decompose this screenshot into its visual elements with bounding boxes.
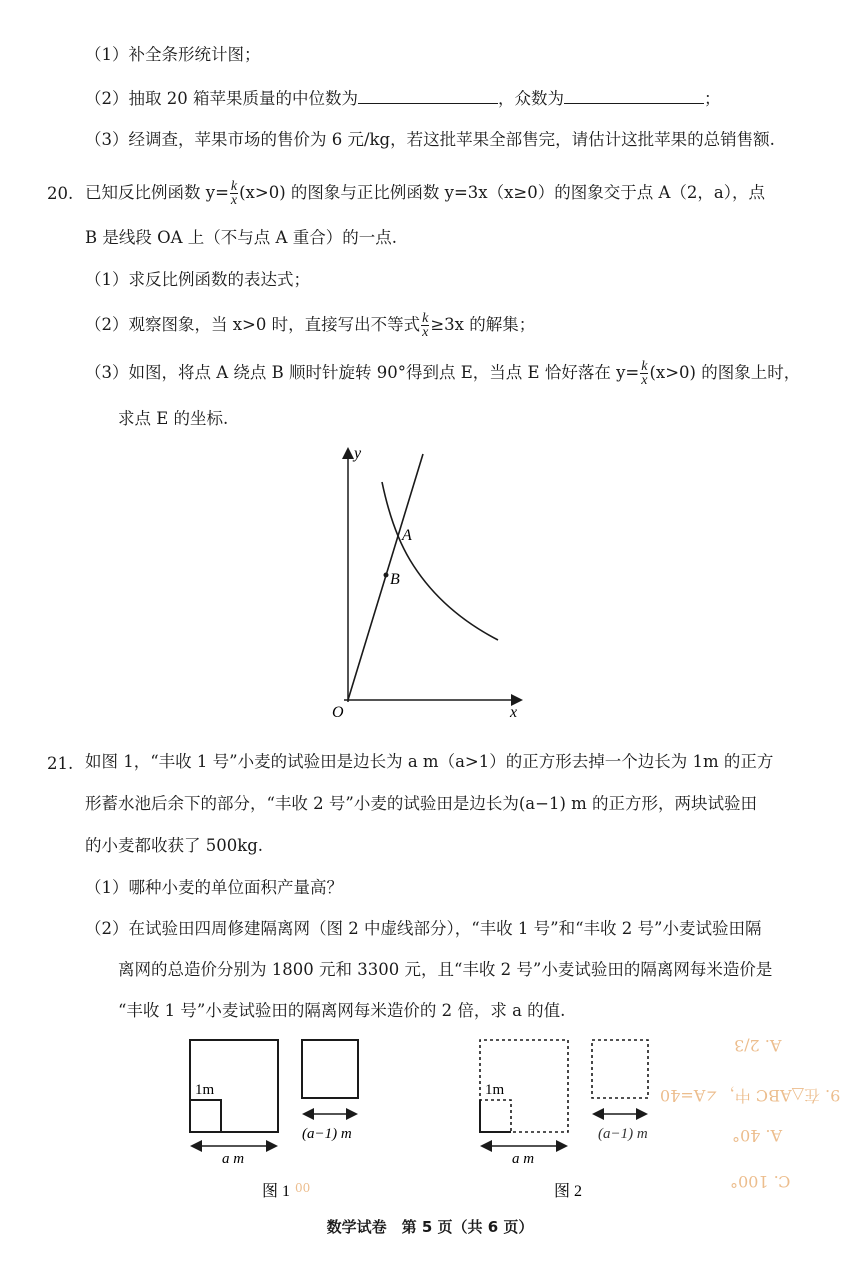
bleed-text-1: A. 2/3 bbox=[734, 1036, 782, 1055]
x-axis-label: x bbox=[510, 704, 518, 721]
frac-num: k bbox=[422, 311, 429, 326]
hyperbola-curve bbox=[382, 482, 498, 640]
pond-edge-solid bbox=[480, 1100, 511, 1132]
q20-number: 20. bbox=[47, 184, 74, 203]
q20-part3 bbox=[85, 360, 800, 387]
frac-den: x bbox=[422, 325, 429, 340]
q20-part3-line2: 求点 E 的坐标. bbox=[118, 409, 229, 428]
bleed-text-2: 9. 在△ABC 中，∠A=40 bbox=[660, 1086, 841, 1105]
q21-part1: （1）哪种小麦的单位面积产量高？ bbox=[85, 878, 343, 897]
label-a-minus-1-m: (a−1) m bbox=[598, 1126, 648, 1142]
frac-den: x bbox=[641, 373, 648, 388]
bleed-text-4: C. 100° bbox=[730, 1172, 791, 1191]
point-B-dot bbox=[384, 573, 389, 578]
mode-blank bbox=[564, 87, 704, 104]
q21-number: 21. bbox=[47, 754, 74, 773]
q21-part2-line3: “丰收 1 号”小麦试验田的隔离网每米造价的 2 倍，求 a 的值. bbox=[118, 1001, 566, 1020]
q19-part1: （1）补全条形统计图； bbox=[85, 45, 261, 64]
fraction-k-over-x bbox=[421, 312, 429, 339]
label-1m: 1m bbox=[195, 1082, 215, 1098]
q20-part2-a: （2）观察图象，当 x>0 时，直接写出不等式 bbox=[85, 315, 421, 334]
q20-line1-b: (x>0) 的图象与正比例函数 y=3x（x≥0）的图象交于点 A（2，a），点 bbox=[239, 183, 765, 202]
label-1m: 1m bbox=[485, 1082, 505, 1098]
q19-part3: （3）经调查，苹果市场的售价为 6 元/kg，若这批苹果全部售完，请估计这批苹果的总销售额. bbox=[85, 130, 775, 149]
function-graph bbox=[320, 440, 540, 725]
q20-part2-b: ≥3x 的解集； bbox=[430, 315, 536, 334]
q20-line2: B 是线段 OA 上（不与点 A 重合）的一点. bbox=[85, 228, 397, 247]
q20-part1: （1）求反比例函数的表达式； bbox=[85, 270, 310, 289]
figure-2-caption: 图 2 bbox=[554, 1183, 583, 1200]
origin-label: O bbox=[332, 704, 344, 721]
q19-part2-text-c: ； bbox=[703, 89, 721, 108]
page-footer: 数学试卷 第 5 页（共 6 页） bbox=[326, 1218, 534, 1236]
q20-line1 bbox=[85, 180, 765, 207]
point-B-label: B bbox=[390, 571, 400, 588]
bleed-text-5: 00 bbox=[295, 1180, 311, 1194]
figure-1-caption: 图 1 bbox=[262, 1183, 291, 1200]
q19-part2-text-a: （2）抽取 20 箱苹果质量的中位数为 bbox=[85, 89, 358, 108]
q19-part2 bbox=[85, 87, 720, 111]
point-A-label: A bbox=[402, 527, 412, 544]
pond-square bbox=[190, 1100, 221, 1132]
figure-1 bbox=[180, 1032, 400, 1212]
fraction-k-over-x bbox=[640, 360, 648, 387]
q20-part3-a: （3）如图，将点 A 绕点 B 顺时针旋转 90°得到点 E，当点 E 恰好落在 y= bbox=[85, 363, 640, 382]
fence-2-dashed bbox=[592, 1040, 648, 1098]
bleed-text-3: A. 40° bbox=[732, 1126, 783, 1145]
q21-line2: 形蓄水池后余下的部分，“丰收 2 号”小麦的试验田是边长为(a−1) m 的正方形，两块试验田 bbox=[85, 794, 758, 813]
q20-part2 bbox=[85, 312, 535, 339]
median-blank bbox=[358, 87, 498, 104]
figure-2 bbox=[470, 1032, 690, 1212]
field-2-square bbox=[302, 1040, 358, 1098]
q21-line3: 的小麦都收获了 500kg. bbox=[85, 836, 264, 855]
y-axis-label: y bbox=[354, 445, 362, 462]
q19-part2-text-b: ，众数为 bbox=[497, 89, 564, 108]
label-a-m: a m bbox=[222, 1151, 245, 1167]
q21-line1: 如图 1，“丰收 1 号”小麦的试验田是边长为 a m（a>1）的正方形去掉一个边长为 1m 的正方 bbox=[85, 752, 774, 771]
label-a-minus-1-m: (a−1) m bbox=[302, 1126, 352, 1142]
label-a-m: a m bbox=[512, 1151, 535, 1167]
frac-num: k bbox=[230, 179, 238, 194]
q21-part2-line1: （2）在试验田四周修建隔离网（图 2 中虚线部分），“丰收 1 号”和“丰收 2 号”小麦试验田隔 bbox=[85, 919, 762, 938]
frac-den: x bbox=[230, 193, 238, 208]
q21-part2-line2: 离网的总造价分别为 1800 元和 3300 元，且“丰收 2 号”小麦试验田的隔离网每米造价是 bbox=[118, 960, 773, 979]
q20-line1-a: 已知反比例函数 y= bbox=[85, 183, 229, 202]
fraction-k-over-x bbox=[230, 180, 238, 207]
frac-num: k bbox=[641, 359, 648, 374]
q20-part3-b: (x>0) 的图象上时， bbox=[649, 363, 801, 382]
